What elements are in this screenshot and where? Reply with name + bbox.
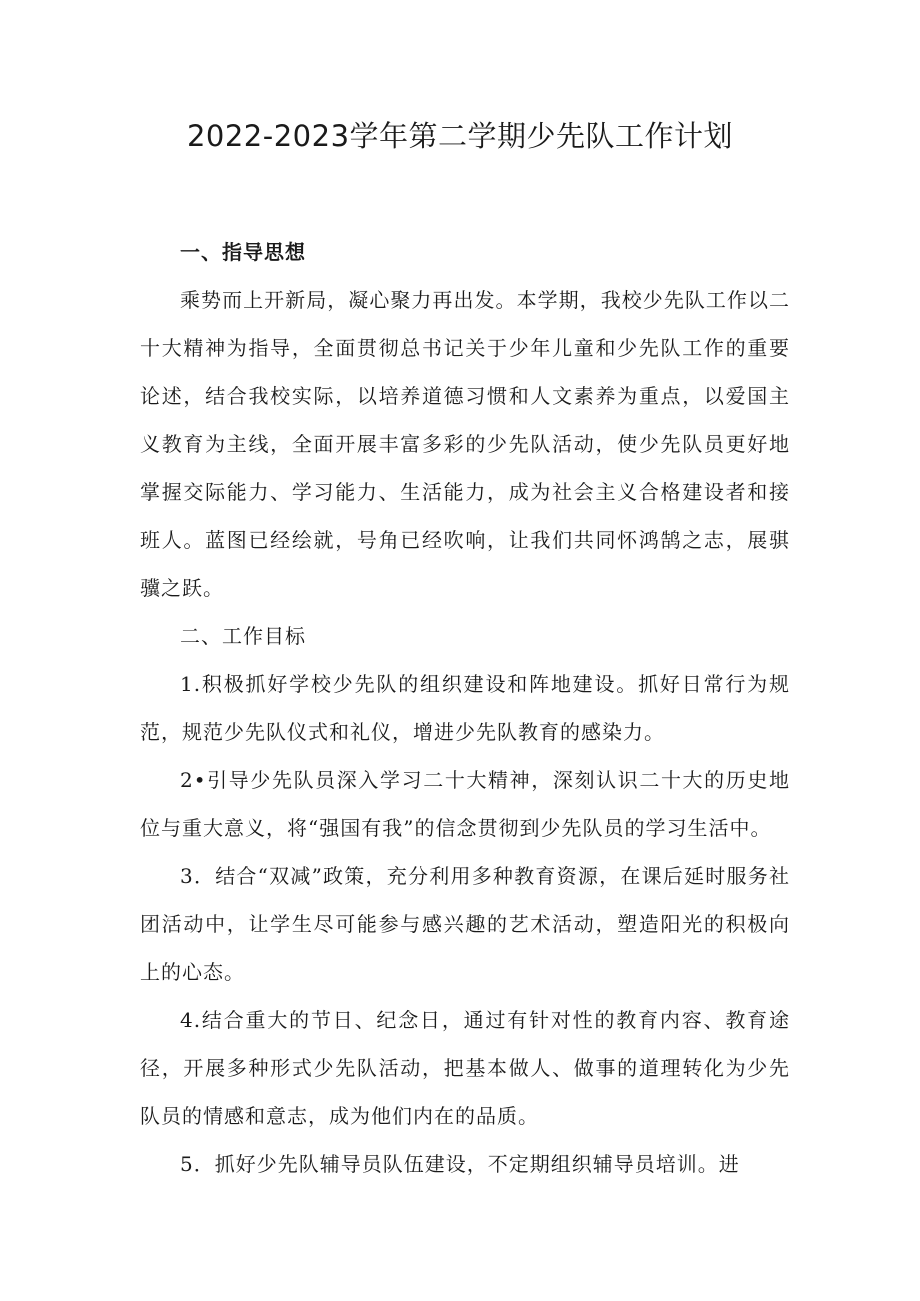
goal-item-5: 5．抓好少先队辅导员队伍建设，不定期组织辅导员培训。进 [180, 1152, 740, 1176]
section-heading-guiding-ideology: 一、指导思想 [180, 240, 306, 264]
paragraph-guiding-ideology: 乘势而上开新局，凝心聚力再出发。本学期，我校少先队工作以二十大精神为指导，全面贯彻总书记关于少年儿童和少先队工作的重要论述，结合我校实际，以培养道德习惯和人文素养为重点，以爱国主义教育为主线，全面开展丰富多彩的少先队活动，使少先队员更好地掌握交际能力、学习能力、生活能力，成为社会主义合格建设者和接班人。蓝图已经绘就，号角已经吹响，让我们共同怀鸿鹄之志，展骐骥之跃。 [140, 288, 790, 600]
goal-item-4: 4.结合重大的节日、纪念日，通过有针对性的教育内容、教育途径，开展多种形式少先队活动，把基本做人、做事的道理转化为少先队员的情感和意志，成为他们内在的品质。 [140, 1008, 790, 1128]
document-title: 2022-2023学年第二学期少先队工作计划 [186, 119, 734, 153]
goal-item-3: 3．结合“双减”政策，充分利用多种教育资源，在课后延时服务社团活动中，让学生尽可能参与感兴趣的艺术活动，塑造阳光的积极向上的心态。 [140, 864, 790, 984]
goal-item-1: 1.积极抓好学校少先队的组织建设和阵地建设。抓好日常行为规范，规范少先队仪式和礼仪，增进少先队教育的感染力。 [140, 672, 790, 744]
document-body [140, 228, 790, 1188]
section-heading-work-goals: 二、工作目标 [180, 624, 306, 648]
goal-item-2: 2•引导少先队员深入学习二十大精神，深刻认识二十大的历史地位与重大意义，将“强国有我”的信念贯彻到少先队员的学习生活中。 [140, 768, 790, 840]
